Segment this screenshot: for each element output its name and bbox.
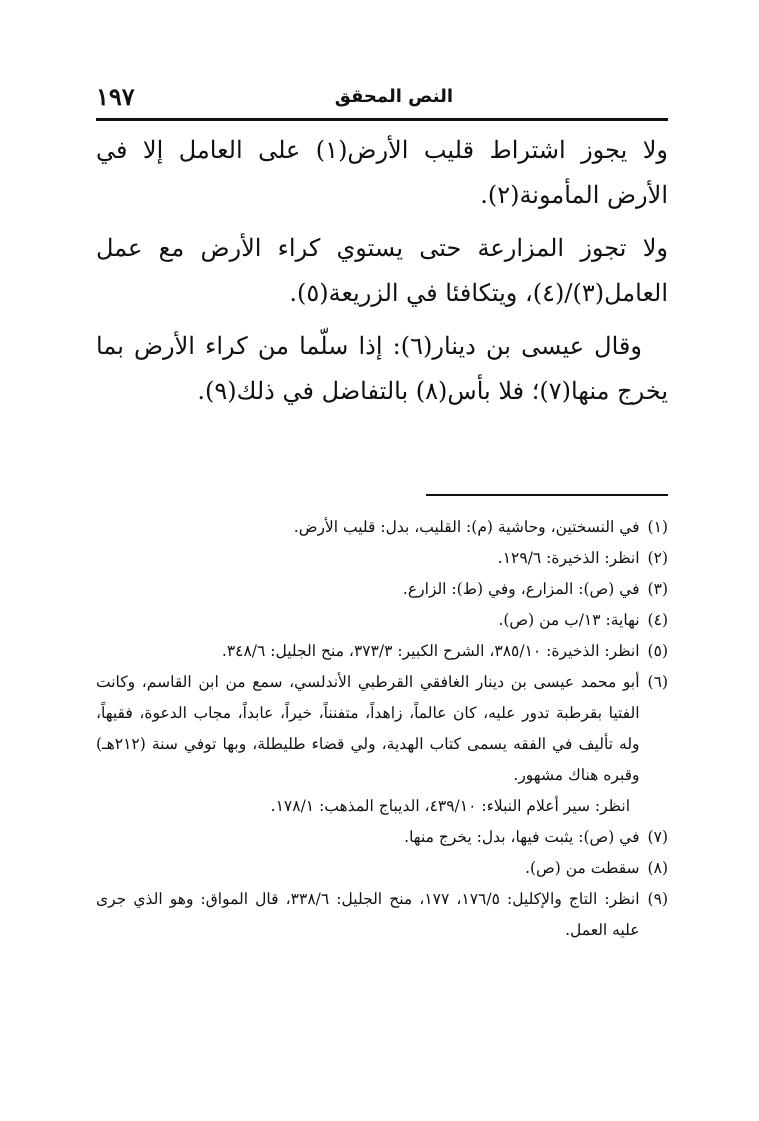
footnote [96,512,668,543]
footnote [96,605,668,636]
footnote-text: نهاية: ١٣/ب من (ص). [498,611,640,629]
footnote-number: (٩) [647,890,668,908]
footnote-text: انظر: الذخيرة: ٣٨٥/١٠، الشرح الكبير: ٣٧٣/٣، منح الجليل: ٣٤٨/٦. [221,642,640,660]
footnote [96,822,668,853]
footnote [96,636,668,667]
running-title: النص المحقق [334,86,453,107]
paragraph-1: ولا يجوز اشتراط قليب الأرض(١) على العامل إلا في الأرض المأمونة(٢). [96,136,668,209]
footnote-number: (٥) [647,642,668,660]
footnote-number: (١) [647,518,668,536]
main-text [96,128,668,422]
page-header [96,82,668,116]
footnote-text: في النسختين، وحاشية (م): القليب، بدل: قليب الأرض. [293,518,640,536]
footnote [96,574,668,605]
footnote-number: (٨) [647,859,668,877]
footnote-number: (٢) [647,549,668,567]
footnote-number: (٦) [647,673,668,691]
footnotes [96,512,668,946]
footnote-number: (٧) [647,828,668,846]
paragraph-2: ولا تجوز المزارعة حتى يستوي كراء الأرض مع عمل العامل(٣)/(٤)، ويتكافئا في الزريعة(٥). [96,234,668,307]
footnote-text: انظر: الذخيرة: ١٢٩/٦. [497,549,640,567]
page-number: ١٩٧ [96,82,135,111]
footnote-text: انظر: التاج والإكليل: ١٧٦/٥، ١٧٧، منح الجليل: ٣٣٨/٦، قال المواق: وهو الذي جرى عليه العمل. [96,890,640,939]
footnote-number: (٤) [647,611,668,629]
footnote-text: في (ص): المزارع، وفي (ط): الزارع. [402,580,640,598]
footnote [96,667,668,791]
footnote [96,884,668,946]
header-rule [96,118,668,121]
footnote [96,543,668,574]
paragraph-3: وقال عيسى بن دينار(٦): إذا سلّما من كراء الأرض بما يخرج منها(٧)؛ فلا بأس(٨) بالتفاضل في ذلك(٩). [96,332,668,405]
footnote-text: أبو محمد عيسى بن دينار الغافقي القرطبي الأندلسي، سمع من ابن القاسم، وكانت الفتيا بقرطبة تدور عليه، كان عالماً، زاهداً، متفنناً، خيراً، عابداً، مجاب الدعوة، فقيهاً، وله تأليف في الفقه يسمى كتاب الهدية، ولي قضاء طليطلة، وبها توفي سنة (٢١٢هـ) وقبره هناك مشهور. [96,673,640,784]
footnote-text: في (ص): يثبت فيها، بدل: يخرج منها. [404,828,640,846]
footnote-reference: انظر: سير أعلام النبلاء: ٤٣٩/١٠، الديباج المذهب: ١٧٨/١. [270,797,630,815]
footnote-text: سقطت من (ص). [525,859,640,877]
footnote-rule [426,494,668,496]
footnote-number: (٣) [647,580,668,598]
footnote [96,853,668,884]
